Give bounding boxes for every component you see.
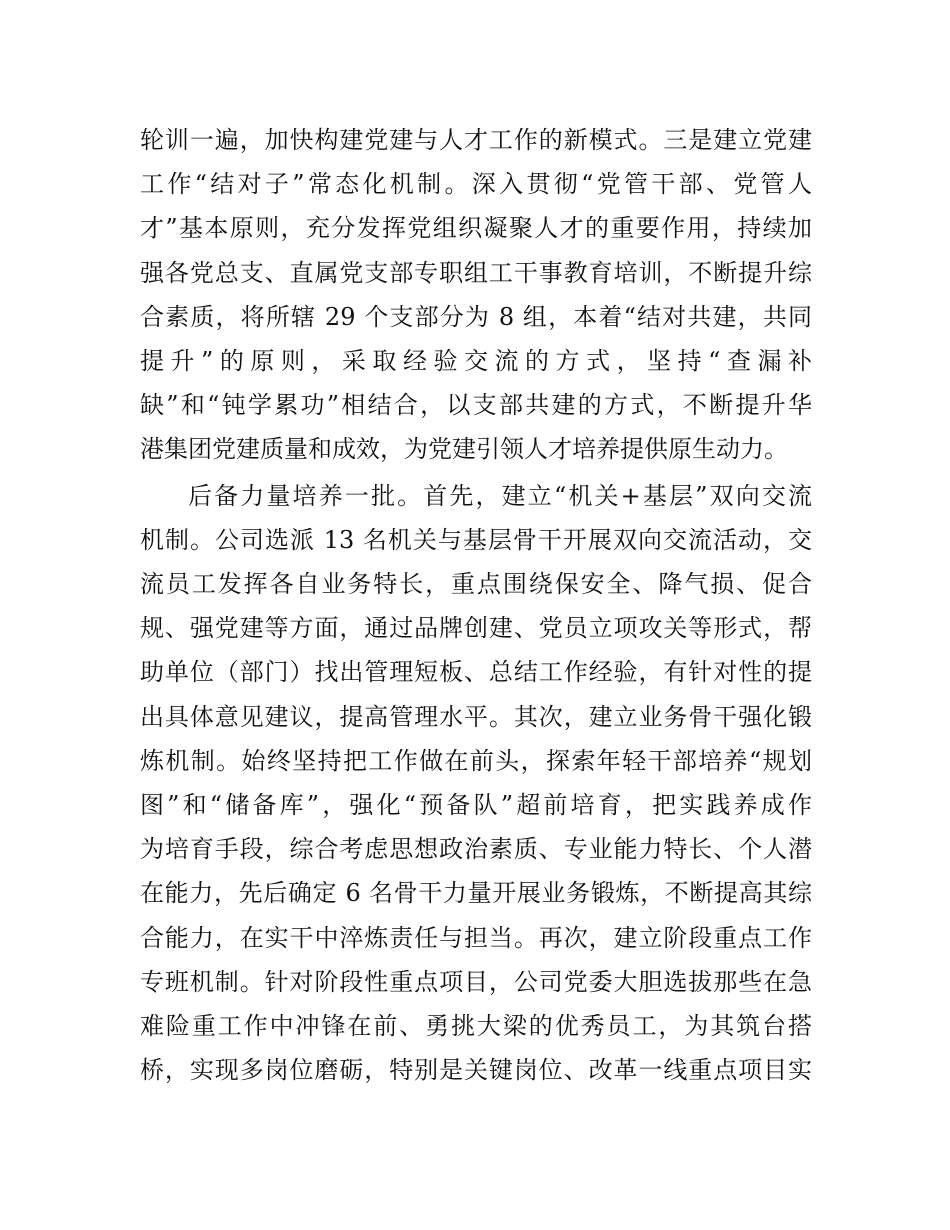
text-line: 流员工发挥各自业务特长，重点围绕保安全、降气损、促合	[140, 570, 812, 599]
text-line: 港集团党建质量和成效，为党建引领人才培养提供原生动力。	[140, 435, 788, 464]
text-line: 才”基本原则，充分发挥党组织凝聚人才的重要作用，持续加	[140, 214, 812, 243]
text-line: 助单位（部门）找出管理短板、总结工作经验，有针对性的提	[140, 658, 812, 687]
text-line: 缺”和“钝学累功”相结合，以支部共建的方式，不断提升华	[140, 391, 812, 420]
text-line: 专班机制。针对阶段性重点项目，公司党委大胆选拔那些在急	[140, 967, 812, 996]
text-line: 合能力，在实干中淬炼责任与担当。再次，建立阶段重点工作	[140, 923, 812, 952]
text-line: 难险重工作中冲锋在前、勇挑大梁的优秀员工，为其筑台搭	[140, 1012, 812, 1041]
text-line: 提升”的原则，采取经验交流的方式，坚持“查漏补	[140, 347, 812, 376]
text-line: 规、强党建等方面，通过品牌创建、党员立项攻关等形式，帮	[140, 614, 812, 643]
text-line: 出具体意见建议，提高管理水平。其次，建立业务骨干强化锻	[140, 702, 812, 731]
text-line: 炼机制。始终坚持把工作做在前头，探索年轻干部培养“规划	[140, 746, 812, 775]
document-body	[140, 118, 812, 1092]
text-line: 机制。公司选派 13 名机关与基层骨干开展双向交流活动，交	[140, 525, 812, 554]
text-line: 在能力，先后确定 6 名骨干力量开展业务锻炼，不断提高其综	[140, 879, 812, 908]
text-line: 图”和“储备库”，强化“预备队”超前培育，把实践养成作	[140, 791, 812, 820]
text-line: 合素质，将所辖 29 个支部分为 8 组，本着“结对共建，共同	[140, 302, 812, 331]
text-line: 为培育手段，综合考虑思想政治素质、专业能力特长、个人潜	[140, 835, 812, 864]
text-line: 轮训一遍，加快构建党建与人才工作的新模式。三是建立党建	[140, 126, 812, 154]
text-line: 强各党总支、直属党支部专职组工干事教育培训，不断提升综	[140, 258, 812, 287]
text-line: 桥，实现多岗位磨砺，特别是关键岗位、改革一线重点项目实	[140, 1056, 812, 1085]
paragraph-start-line: 后备力量培养一批。首先，建立“机关+基层”双向交流	[188, 481, 812, 510]
text-line: 工作“结对子”常态化机制。深入贯彻“党管干部、党管人	[140, 170, 812, 199]
